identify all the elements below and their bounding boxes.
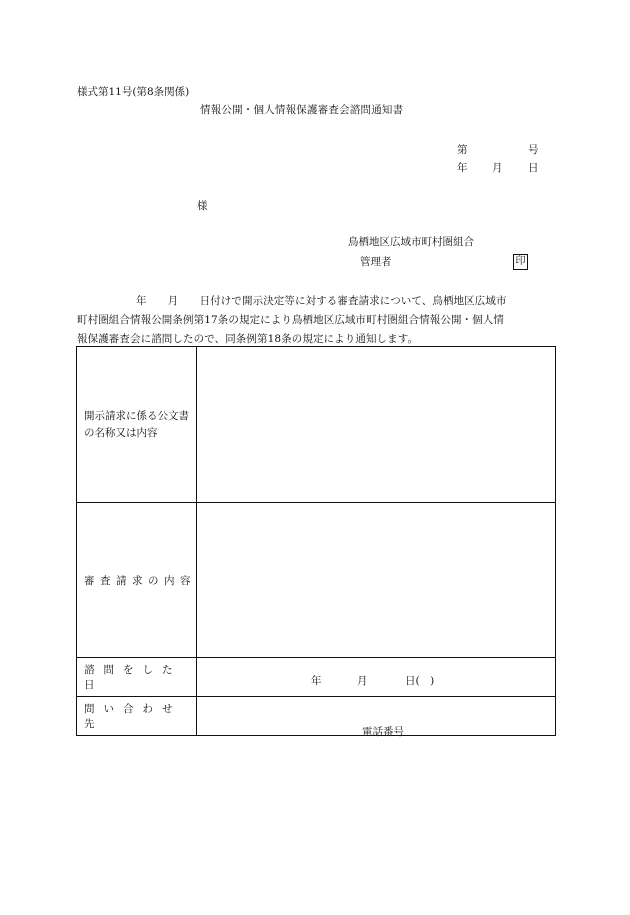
table-label-request-content: 審査請求の内容 [77, 503, 197, 657]
phone-number-label: 電話番号 [362, 726, 404, 738]
notice-body-line-3: 報保護審査会に諮問したので、同条例第18条の規定により通知します。 [77, 333, 419, 345]
details-table [76, 346, 556, 736]
table-row-inquiry-date [77, 658, 555, 697]
addressee-suffix: 様 [197, 200, 208, 212]
document-title: 情報公開・個人情報保護審査会諮問通知書 [200, 104, 404, 116]
table-row-contact [77, 697, 555, 738]
sender-title: 管理者 [360, 256, 392, 268]
notice-body-line-2: 町村圏組合情報公開条例第17条の規定により鳥栖地区広域市町村圏組合情報公開・個人情 [77, 314, 504, 326]
table-row-document-name [77, 347, 555, 503]
table-label-contact: 問い合わせ先 [77, 697, 197, 735]
table-label-document-name [77, 347, 197, 502]
inquiry-date-month: 月 [357, 675, 368, 687]
inquiry-date-year: 年 [311, 675, 322, 687]
table-row-request-content [77, 503, 555, 658]
table-label-document-name-text: 開示請求に係る公文書の名称又は内容 [84, 409, 189, 439]
notice-body [77, 292, 557, 349]
document-number-suffix: 号 [528, 144, 539, 156]
table-value-document-name[interactable] [197, 347, 555, 502]
table-value-inquiry-date[interactable] [197, 658, 555, 696]
table-value-request-content[interactable] [197, 503, 555, 657]
inquiry-date-day: 日( ) [405, 675, 435, 687]
sender-organization: 鳥栖地区広域市町村圏組合 [348, 236, 474, 248]
document-number-prefix: 第 [457, 144, 468, 156]
table-label-inquiry-date: 諮問をした日 [77, 658, 197, 696]
form-number: 様式第11号(第8条関係) [77, 86, 190, 98]
seal-mark: 印 [513, 254, 528, 270]
issue-date-year: 年 [457, 162, 468, 174]
issue-date-month: 月 [492, 162, 503, 174]
table-value-contact[interactable] [197, 697, 555, 738]
notice-body-line-1: 年 月 日付けで開示決定等に対する審査請求について、鳥栖地区広域市 [136, 295, 507, 307]
issue-date-day: 日 [528, 162, 539, 174]
